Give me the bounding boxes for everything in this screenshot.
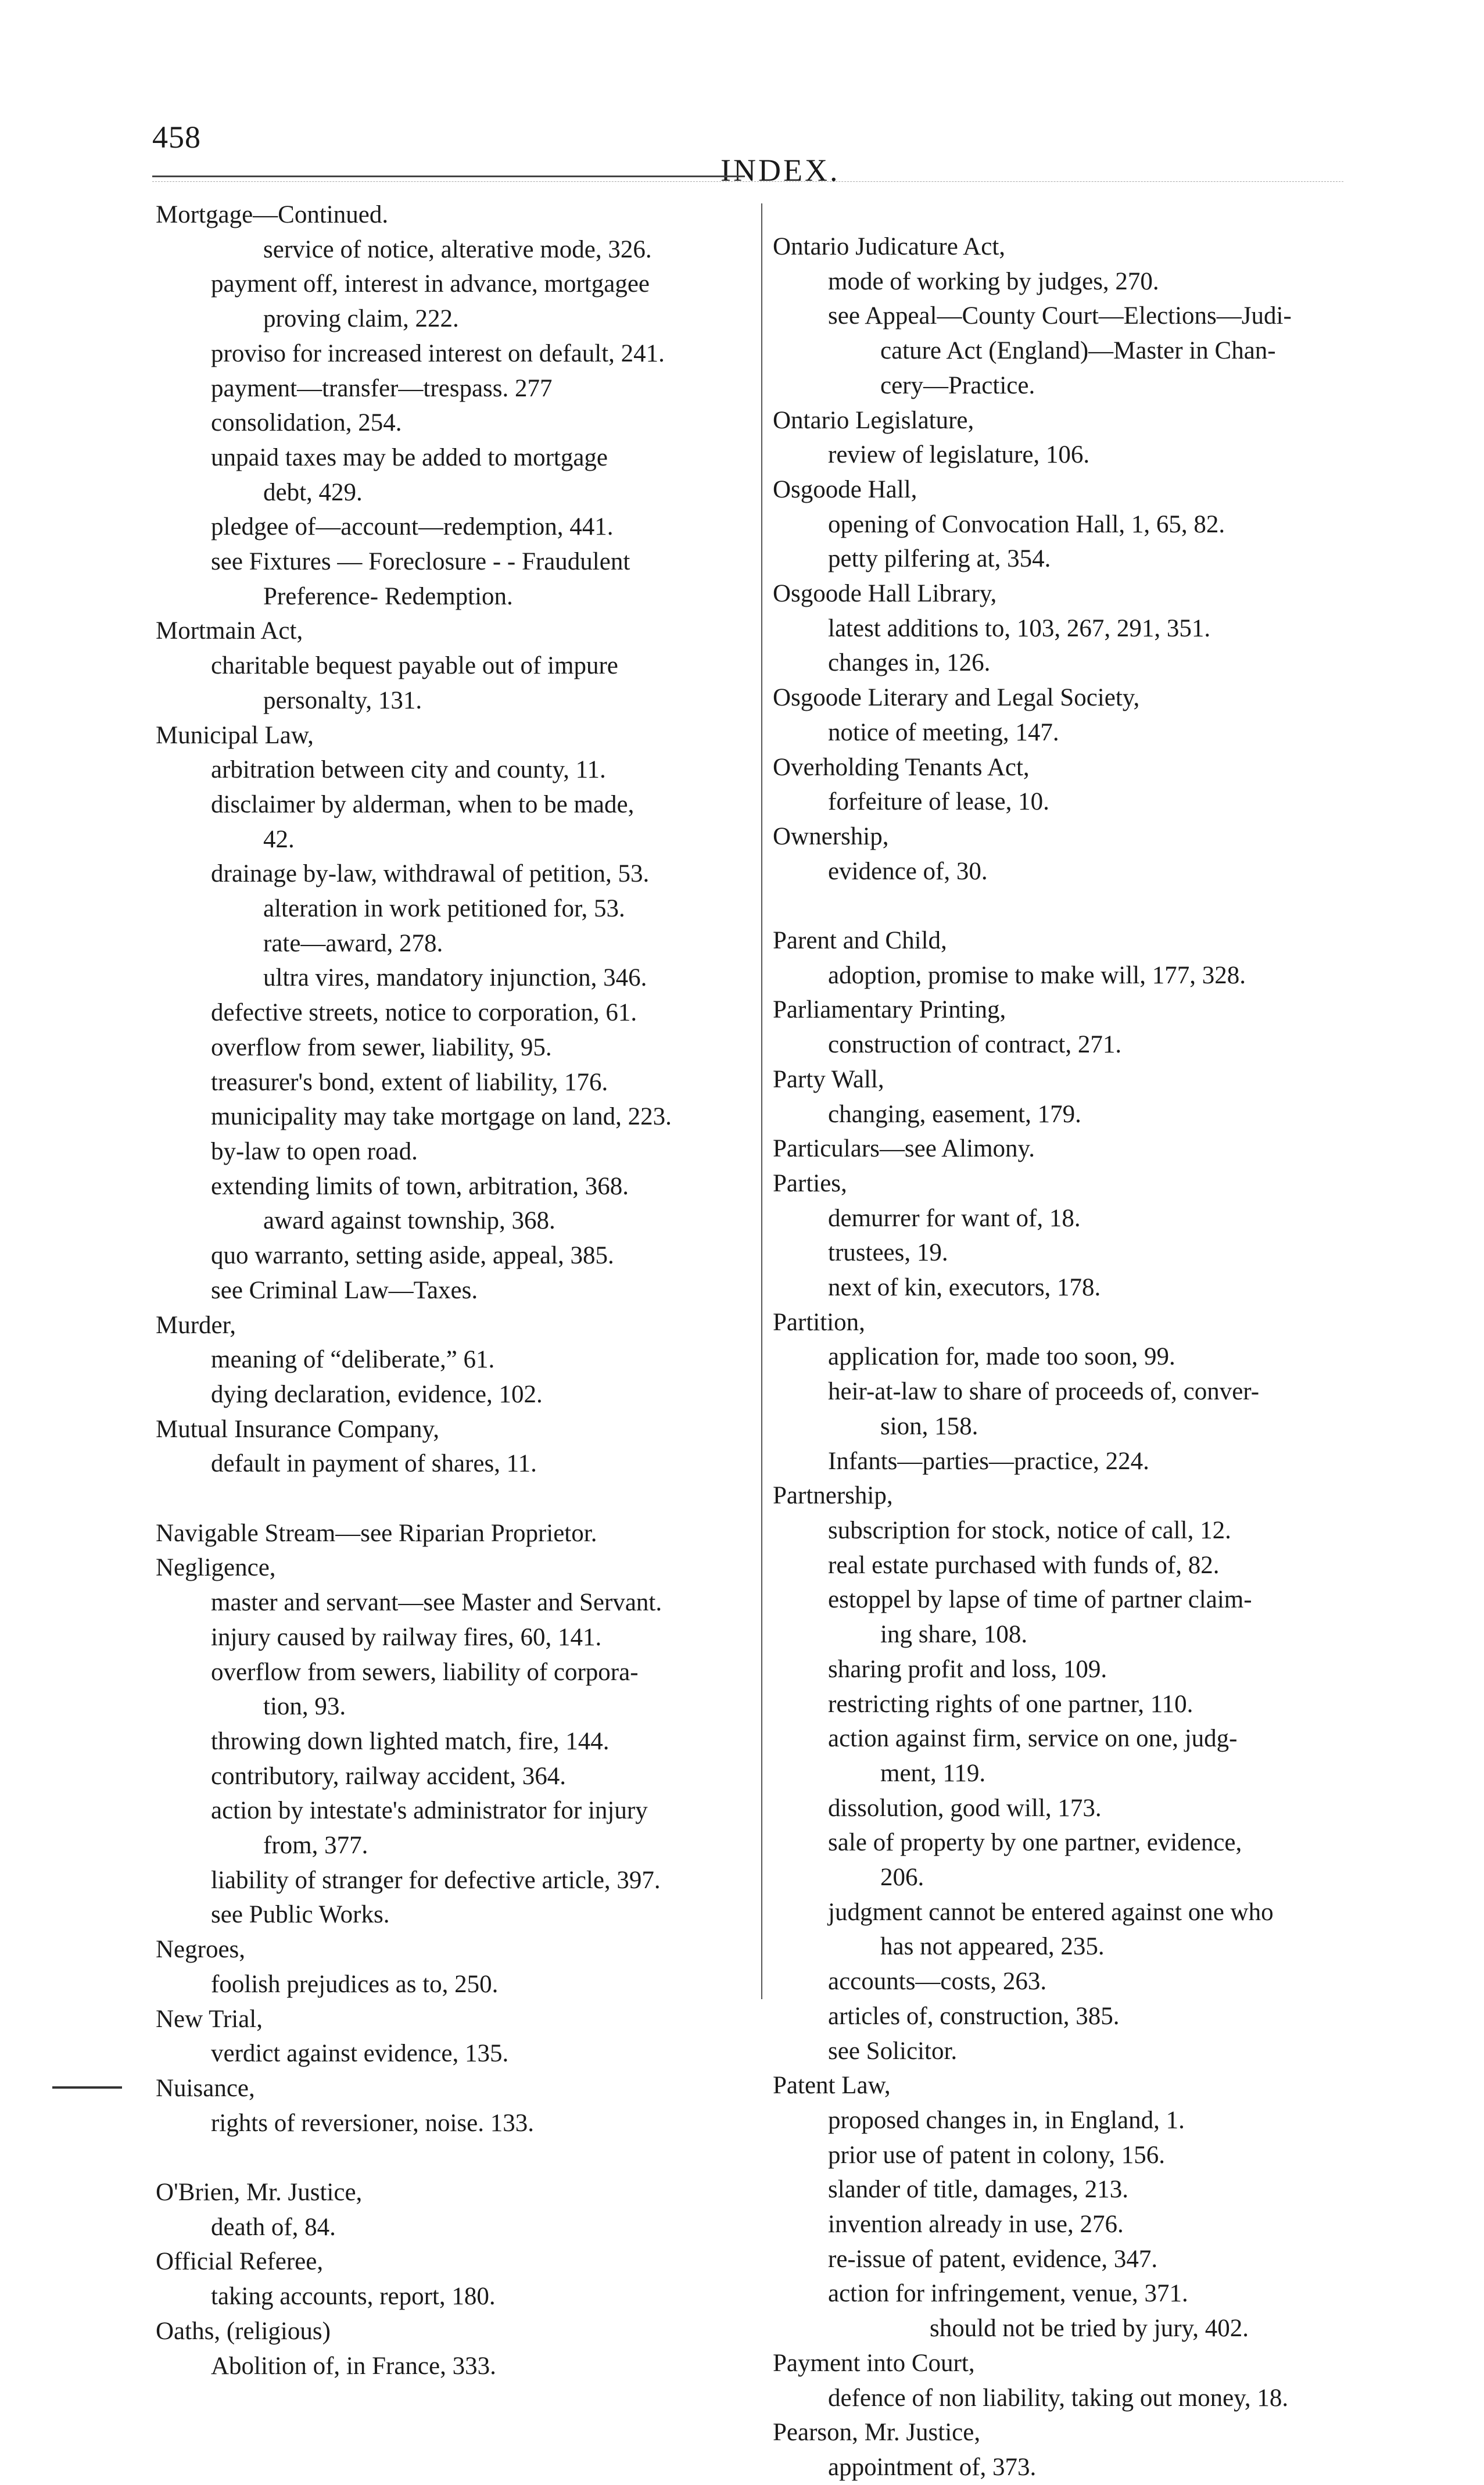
index-heading: New Trial, (156, 2005, 263, 2033)
index-heading: Mortmain Act, (156, 617, 303, 645)
index-subentry: slander of title, damages, 213. (828, 2176, 1129, 2204)
index-subentry: should not be tried by jury, 402. (930, 2315, 1249, 2343)
index-heading: Parent and Child, (773, 927, 947, 955)
index-subentry: service of notice, alterative mode, 326. (263, 235, 652, 263)
index-subentry: default in payment of shares, 11. (211, 1450, 537, 1478)
index-subentry: appointment of, 373. (828, 2453, 1037, 2481)
index-heading: Parties, (773, 1169, 847, 1197)
index-subentry: forfeiture of lease, 10. (828, 788, 1049, 816)
index-subentry: master and servant—see Master and Servant. (211, 1589, 662, 1617)
index-column-right (773, 230, 1377, 2485)
index-subentry: award against township, 368. (263, 1207, 555, 1235)
index-subentry: dissolution, good will, 173. (828, 1794, 1102, 1822)
index-heading: Party Wall, (773, 1065, 884, 1093)
index-subentry: defective streets, notice to corporation, 61. (211, 999, 637, 1027)
header-rule-dashed (152, 181, 1343, 182)
index-subentry: subscription for stock, notice of call, 12. (828, 1517, 1231, 1544)
index-heading: Osgoode Hall, (773, 475, 917, 503)
index-heading: Mutual Insurance Company, (156, 1415, 440, 1443)
index-heading: Pearson, Mr. Justice, (773, 2419, 981, 2447)
index-subentry: trustees, 19. (828, 1239, 948, 1267)
index-subentry: meaning of “deliberate,” 61. (211, 1346, 495, 1374)
index-subentry: quo warranto, setting aside, appeal, 385. (211, 1242, 614, 1270)
index-subentry: evidence of, 30. (828, 857, 988, 885)
index-subentry: heir-at-law to share of proceeds of, conver- (828, 1378, 1260, 1406)
index-subentry: petty pilfering at, 354. (828, 545, 1051, 573)
index-subentry: 206. (880, 1864, 924, 1892)
index-heading: Negligence, (156, 1554, 276, 1582)
index-subentry: has not appeared, 235. (880, 1933, 1105, 1961)
index-subentry: re-issue of patent, evidence, 347. (828, 2245, 1158, 2273)
index-heading: Municipal Law, (156, 721, 314, 749)
index-subentry: rights of reversioner, noise. 133. (211, 2109, 534, 2137)
index-subentry: payment—transfer—trespass. 277 (211, 374, 553, 402)
index-heading: Mortgage—Continued. (156, 201, 389, 228)
index-heading: Ontario Judicature Act, (773, 233, 1006, 260)
index-heading: Negroes, (156, 1936, 246, 1964)
index-heading: Osgoode Hall Library, (773, 580, 997, 608)
index-subentry: extending limits of town, arbitration, 368. (211, 1172, 629, 1200)
index-subentry: dying declaration, evidence, 102. (211, 1380, 543, 1408)
index-subentry: next of kin, executors, 178. (828, 1274, 1101, 1302)
index-subentry: arbitration between city and county, 11. (211, 756, 606, 784)
index-heading: Patent Law, (773, 2072, 891, 2100)
index-subentry: see Public Works. (211, 1901, 390, 1929)
index-subentry: death of, 84. (211, 2213, 336, 2241)
column-divider (761, 203, 762, 1999)
index-subentry: ing share, 108. (880, 1621, 1028, 1649)
index-subentry: alteration in work petitioned for, 53. (263, 895, 625, 923)
index-subentry: changes in, 126. (828, 649, 991, 677)
index-subentry: adoption, promise to make will, 177, 328. (828, 961, 1246, 989)
index-subentry: sharing profit and loss, 109. (828, 1655, 1107, 1683)
index-heading: Parliamentary Printing, (773, 996, 1006, 1024)
footer-mark (52, 2086, 122, 2089)
index-subentry: debt, 429. (263, 478, 363, 506)
running-head: INDEX. (721, 153, 840, 188)
index-heading: Payment into Court, (773, 2349, 975, 2377)
index-subentry: articles of, construction, 385. (828, 2002, 1120, 2030)
index-heading: Osgoode Literary and Legal Society, (773, 684, 1140, 712)
header-rule (152, 176, 745, 177)
index-subentry: throwing down lighted match, fire, 144. (211, 1727, 610, 1755)
index-subentry: ment, 119. (880, 1759, 986, 1787)
index-subentry: proposed changes in, in England, 1. (828, 2106, 1185, 2134)
index-subentry: drainage by-law, withdrawal of petition, 53. (211, 860, 650, 888)
index-heading: Nuisance, (156, 2074, 255, 2102)
index-subentry: sale of property by one partner, evidence, (828, 1829, 1242, 1857)
index-subentry: accounts—costs, 263. (828, 1968, 1047, 1996)
section-gap (156, 1481, 760, 1516)
index-subentry: pledgee of—account—redemption, 441. (211, 513, 614, 541)
index-subentry: demurrer for want of, 18. (828, 1204, 1081, 1232)
index-subentry: unpaid taxes may be added to mortgage (211, 443, 608, 471)
index-subentry: treasurer's bond, extent of liability, 176. (211, 1068, 608, 1096)
index-heading: Overholding Tenants Act, (773, 753, 1030, 781)
index-subentry: see Criminal Law—Taxes. (211, 1276, 478, 1304)
index-subentry: changing, easement, 179. (828, 1100, 1081, 1128)
index-subentry: Abolition of, in France, 333. (211, 2352, 496, 2380)
index-subentry: judgment cannot be entered against one who (828, 1898, 1274, 1926)
index-subentry: action against firm, service on one, judg- (828, 1725, 1238, 1753)
index-subentry: real estate purchased with funds of, 82. (828, 1551, 1220, 1579)
index-subentry: proving claim, 222. (263, 305, 459, 333)
index-subentry: contributory, railway accident, 364. (211, 1762, 566, 1790)
index-subentry: consolidation, 254. (211, 409, 402, 437)
index-subentry: disclaimer by alderman, when to be made, (211, 790, 635, 818)
index-subentry: personalty, 131. (263, 686, 422, 714)
index-heading: Particulars—see Alimony. (773, 1135, 1035, 1163)
index-heading: Ontario Legislature, (773, 406, 974, 434)
index-heading: O'Brien, Mr. Justice, (156, 2179, 363, 2207)
index-subentry: taking accounts, report, 180. (211, 2283, 496, 2311)
index-subentry: overflow from sewers, liability of corpora- (211, 1658, 639, 1686)
index-subentry: see Fixtures — Foreclosure - - Fraudulent (211, 548, 630, 576)
index-subentry: construction of contract, 271. (828, 1031, 1122, 1059)
index-subentry: charitable bequest payable out of impure (211, 652, 618, 680)
index-subentry: overflow from sewer, liability, 95. (211, 1033, 552, 1061)
index-subentry: cery—Practice. (880, 371, 1035, 399)
index-subentry: action for infringement, venue, 371. (828, 2280, 1188, 2308)
index-subentry: proviso for increased interest on default, 241. (211, 339, 665, 367)
index-subentry: latest additions to, 103, 267, 291, 351. (828, 614, 1211, 642)
index-heading: Murder, (156, 1311, 236, 1339)
index-subentry: action by intestate's administrator for injury (211, 1797, 648, 1825)
index-subentry: tion, 93. (263, 1693, 346, 1721)
index-subentry: invention already in use, 276. (828, 2211, 1124, 2239)
index-subentry: 42. (263, 825, 295, 853)
index-column-left (156, 198, 760, 2383)
index-subentry: notice of meeting, 147. (828, 718, 1059, 746)
index-subentry: payment off, interest in advance, mortgagee (211, 270, 650, 298)
index-subentry: injury caused by railway fires, 60, 141. (211, 1623, 602, 1651)
index-subentry: sion, 158. (880, 1412, 978, 1440)
index-heading: Oaths, (religious) (156, 2317, 331, 2345)
index-subentry: verdict against evidence, 135. (211, 2040, 509, 2068)
index-subentry: prior use of patent in colony, 156. (828, 2141, 1165, 2169)
index-subentry: opening of Convocation Hall, 1, 65, 82. (828, 510, 1225, 538)
index-subentry: ultra vires, mandatory injunction, 346. (263, 964, 647, 992)
index-subentry: from, 377. (263, 1832, 368, 1860)
index-subentry: review of legislature, 106. (828, 441, 1090, 469)
index-subentry: estoppel by lapse of time of partner claim- (828, 1586, 1252, 1614)
index-heading: Partnership, (773, 1482, 893, 1510)
index-subentry: application for, made too soon, 99. (828, 1343, 1175, 1371)
index-subentry: defence of non liability, taking out money, 18. (828, 2384, 1289, 2412)
section-gap (156, 2140, 760, 2175)
index-heading: Ownership, (773, 822, 889, 850)
index-subentry: cature Act (England)—Master in Chan- (880, 337, 1276, 365)
index-heading: Navigable Stream—see Riparian Proprietor. (156, 1519, 597, 1547)
index-subentry: by-law to open road. (211, 1137, 418, 1165)
index-subentry: mode of working by judges, 270. (828, 267, 1159, 295)
index-subentry: foolish prejudices as to, 250. (211, 1970, 499, 1998)
index-heading: Official Referee, (156, 2248, 324, 2276)
index-subentry: Preference- Redemption. (263, 582, 513, 610)
index-subentry: restricting rights of one partner, 110. (828, 1690, 1193, 1718)
index-heading: Partition, (773, 1308, 865, 1336)
page-number: 458 (152, 120, 201, 155)
index-subentry: municipality may take mortgage on land, 223. (211, 1103, 672, 1131)
index-subentry: see Solicitor. (828, 2037, 958, 2065)
index-subentry: rate—award, 278. (263, 929, 443, 957)
section-gap (773, 889, 1377, 923)
index-subentry: see Appeal—County Court—Elections—Judi- (828, 302, 1292, 330)
index-subentry: liability of stranger for defective article, 397. (211, 1866, 661, 1894)
index-subentry: Infants—parties—practice, 224. (828, 1447, 1149, 1475)
